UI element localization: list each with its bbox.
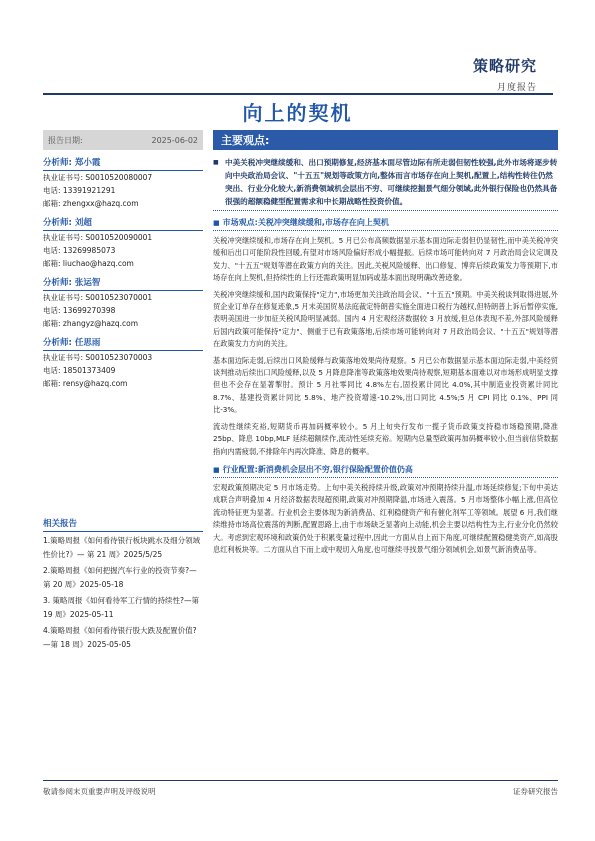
section-heading-market: ■ 市场观点:关税冲突继续缓和,市场存在向上契机 — [213, 218, 389, 227]
analyst-license: 执业证书号: S0010523070003 — [43, 353, 153, 362]
analyst-name: 任思雨 — [74, 338, 101, 348]
dotted-divider — [213, 210, 558, 211]
analyst-phone: 电话: 13269985073 — [43, 246, 116, 255]
bullet-square-icon: ■ — [213, 219, 220, 227]
left-sidebar — [43, 130, 203, 390]
analyst-phone: 电话: 13391921291 — [43, 186, 116, 195]
report-date-bar — [43, 130, 203, 150]
analyst-email[interactable]: 邮箱: rensy@hazq.com — [43, 379, 128, 388]
related-report-link[interactable]: 4.策略周报《如何看待银行股大跌及配置价值?—第 18 周》2025-05-05 — [43, 626, 197, 649]
related-reports — [43, 515, 203, 652]
section-heading-industry: ■ 行业配置:新消费机会层出不穷,银行保险配置价值仍高 — [213, 464, 413, 474]
analyst-heading: 分析师: 郑小霞 — [43, 154, 203, 171]
body-paragraph: 关税冲突继续缓和,国内政策保持"定力",市场更加关注政治局会议、"十五五"预期。中美关税谈判取得进展,外贸企业订单存在修复迹象,5 月末美国贸易法庭裁定特朗普实施全面进口税行为越权,但特朗普上诉后暂停实施,表明美国进一步加征关税风险明显减弱。国内 4 月宏观经济数据较 3 月放缓,但总体表现不差,外部风险缓释后国内政策可能保持"定力"、侧重于已有政策落地,后续市场可能转向对 7 月政治局会议、"十五五"规划等潜在政策发力方向的关注。 — [213, 289, 558, 349]
analyst-email[interactable]: 邮箱: zhangyz@hazq.com — [43, 319, 139, 328]
analyst-license: 执业证书号: S0010523070001 — [43, 293, 153, 302]
report-type: 月度报告 — [496, 83, 537, 93]
related-report-link[interactable]: 1.策略周报《如何看待银行板块跳水及细分领域性价比?》— 第 21 周》2025/5/25 — [43, 536, 201, 559]
report-date-value: 2025-06-02 — [151, 135, 198, 145]
analyst-card — [43, 274, 203, 330]
footer-rule — [43, 780, 558, 781]
main-points-header: 主要观点: — [213, 130, 558, 150]
analyst-heading: 分析师: 任思雨 — [43, 334, 203, 351]
body-paragraph: 流动性继续充裕,短期货币再加码概率较小。5 月上旬央行发布一揽子货币政策支持稳市场稳预期,降准 25bp、降息 10bp,MLF 延续超额续作,流动性延续充裕。短期内总量型政策再加码概率较小,但当前信贷数据指向内需疲弱,不排除年内再次降准、降息的概率。 — [213, 421, 558, 456]
analyst-name: 张运智 — [74, 278, 101, 288]
dotted-divider — [213, 477, 558, 478]
report-brand: 策略研究 — [472, 57, 537, 75]
body-paragraph: 关税冲突继续缓和,市场存在向上契机。5 月已公布高频数据显示基本面边际走弱但仍显韧性,而中美关税冲突缓和后出口可能阶段性回暖,有望对市场风险偏好形成小幅提振。后续市场可能转向对 7 月政治局会议定调及发力、"十五五"规划等潜在政策方向的关注。因此,关税风险缓释、出口修复、博弈后续政策发力等预期下,市场存在向上契机,但持续性的上行还需政策明显加码或基本面出现明确改善迹象。 — [213, 236, 558, 283]
analyst-email[interactable]: 邮箱: zhengxx@hazq.com — [43, 199, 139, 208]
analyst-license: 执业证书号: S0010520080007 — [43, 173, 153, 182]
report-title: 向上的契机 — [242, 101, 353, 125]
related-report-link[interactable]: 3. 策略周报《如何看待军工行情的持续性?—第 19 周》2025-05-11 — [43, 596, 200, 619]
footer-disclaimer: 敬请参阅末页重要声明及评级说明 — [43, 787, 156, 796]
dotted-divider — [213, 230, 558, 231]
analyst-card — [43, 214, 203, 270]
report-date-label: 报告日期: — [48, 135, 83, 145]
header-rule — [43, 93, 553, 95]
body-paragraph: 基本面边际走弱,后续出口风险缓释与政策落地效果尚待观察。5 月已公布数据显示基本面边际走弱,中美经贸谈判推动后续出口风险缓释,以及 5 月降息降准等政策落地效果尚待观察,短期基本面难以对市场形成明显支撑但也不会存在显著掣肘。预计 5 月社零同比 4.8%左右,固投累计同比 4.0%,其中制造业投资累计同比 8.7%、基建投资累计同比 5.8%、地产投资增速-10.2%,出口同比 4.5%;5 月 CPI 同比 0.1%、PPI 同比-3%。 — [213, 355, 558, 415]
analyst-card — [43, 154, 203, 210]
analyst-card — [43, 334, 203, 390]
analyst-phone: 电话: 18501373409 — [43, 366, 116, 375]
analyst-email[interactable]: 邮箱: liuchao@hazq.com — [43, 259, 134, 268]
analyst-heading: 分析师: 刘超 — [43, 214, 203, 231]
analyst-phone: 电话: 13699270398 — [43, 306, 116, 315]
analyst-name: 刘超 — [74, 218, 92, 228]
body-paragraph: 宏观政策预期决定 5 月市场走势。上旬中美关税持续升级,政策对冲预期持续升温,市场延续修复;下旬中美达成联合声明叠加 4 月经济数据表现超预期,政策对冲预期降温,市场进入震荡。5 月市场整体小幅上涨,但高位流动特征更为显著。行业机会主要体现为新消费品、红利稳健资产和有催化剂军工等领域。展望 6 月,我们继续维持市场高位震荡的判断,配置思路上,由于市场缺乏显著向上动能,机会主要以结构性为主,行业分化仍然较大。考虑到宏观环境和政策仍处于积累变量过程中,因此一方面从自上而下角度,可继续配置稳健类资产,如高股息红利板块等。二方面从自下而上或中观切入角度,也可继续寻找景气细分领域机会,如景气新消费品等。 — [213, 482, 558, 554]
bullet-square-icon: ■ — [213, 465, 220, 474]
analyst-name: 郑小霞 — [74, 158, 101, 168]
footer-report-type: 证券研究报告 — [513, 787, 558, 796]
main-content — [213, 130, 558, 556]
analyst-license: 执业证书号: S0010520090001 — [43, 233, 153, 242]
related-report-link[interactable]: 2.策略周报《如何把握汽车行业的投资节奏?—第 20 周》2025-05-18 — [43, 566, 197, 589]
summary-paragraph: ■ 中美关税冲突继续缓和、出口预期修复,经济基本面尽管边际有所走弱但韧性较强,此外市场将逐步转向中央政治局会议、"十五五"规划等政策方向,整体而言市场存在向上契机,配置上,结构性转往仍然突出、行业分化较大,新消费领域机会层出不穷、可继续挖掘景气细分领域,此外银行保险也仍然具备很强的超额稳健型配置需求和中长期战略性投资价值。 — [213, 156, 558, 208]
related-reports-heading: 相关报告 — [43, 515, 203, 532]
analyst-heading: 分析师: 张运智 — [43, 274, 203, 291]
